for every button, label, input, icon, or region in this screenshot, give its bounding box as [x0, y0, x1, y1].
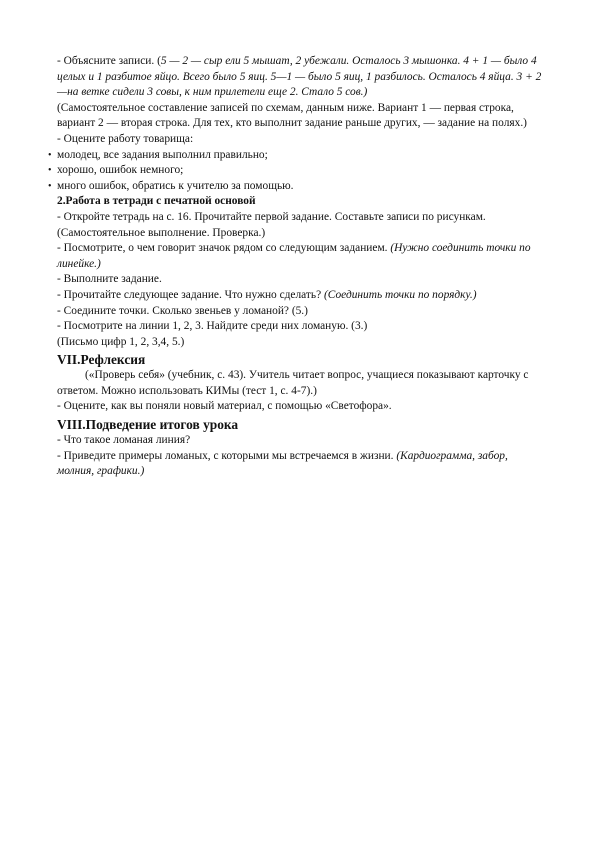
bullet-icon: • — [48, 149, 52, 161]
independent-work-paragraph: (Самостоятельное составление записей по схемам, данным ниже. Вариант 1 — первая строка, вариант 2 — вторая строка. Для тех, кто выполнит задание раньше других, — задание на полях.) — [57, 101, 527, 130]
workbook-line-4: - Выполните задание. — [57, 273, 162, 286]
workbook-line-8: (Письмо цифр 1, 2, 3,4, 5.) — [57, 335, 185, 348]
explain-records-italic: 5 — 2 — сыр ели 5 мышат, 2 убежали. Осталось 3 мышонка. 4 + 1 — было 4 целых и 1 разбитое яйцо. Всего было 5 яиц. 5—1 — было 5 яиц, 1 разбилось. Осталось 4 яйца. 3 + 2 —на ветке сидели 3 совы, к ним прилетели еще 2. Стало 5 сов.) — [57, 55, 542, 99]
bullet-icon: • — [48, 165, 52, 177]
reflection-line-2: - Оцените, как вы поняли новый материал, с помощью «Светофора». — [57, 400, 392, 413]
workbook-line-1: - Откройте тетрадь на с. 16. Прочитайте первой задание. Составьте записи по рисункам. — [57, 210, 486, 223]
summary-line-1: - Что такое ломаная линия? — [57, 434, 191, 447]
reflection-paragraph: («Проверь себя» (учебник, с. 43). Учитель читает вопрос, учащиеся показывают карточку с ответом. Можно использовать КИМы (тест 1, с. 4-7).) — [57, 369, 529, 397]
workbook-line-3: - Посмотрите, о чем говорит значок рядом со следующим заданием. (Нужно соединить точки по линейке.) — [57, 242, 531, 270]
list-item: • много ошибок, обратись к учителю за помощью. — [57, 179, 543, 195]
section-2-heading: 2.Работа в тетради с печатной основой — [57, 195, 256, 208]
evaluation-list — [48, 148, 543, 195]
bullet-icon: • — [48, 180, 52, 192]
list-item: • хорошо, ошибок немного; — [57, 163, 543, 179]
evaluate-peer-line: - Оцените работу товарища: — [57, 132, 194, 145]
section-8-heading: VIII.Подведение итогов урока — [57, 417, 239, 433]
list-item: • молодец, все задания выполнил правильно; — [57, 148, 543, 164]
workbook-line-2: (Самостоятельное выполнение. Проверка.) — [57, 226, 266, 239]
workbook-line-5: - Прочитайте следующее задание. Что нужно сделать? (Соединить точки по порядку.) — [57, 288, 477, 301]
workbook-line-7: - Посмотрите на линии 1, 2, 3. Найдите среди них ломаную. (3.) — [57, 320, 368, 333]
explain-records-prefix: - Объясните записи. ( — [57, 55, 161, 67]
explain-records-paragraph — [57, 54, 543, 101]
section-7-heading: VII.Рефлексия — [57, 352, 146, 368]
workbook-line-6: - Соедините точки. Сколько звеньев у ломаной? (5.) — [57, 304, 308, 317]
summary-line-2: - Приведите примеры ломаных, с которыми мы встречаемся в жизни. (Кардиограмма, забор, молния, графики.) — [57, 449, 508, 478]
